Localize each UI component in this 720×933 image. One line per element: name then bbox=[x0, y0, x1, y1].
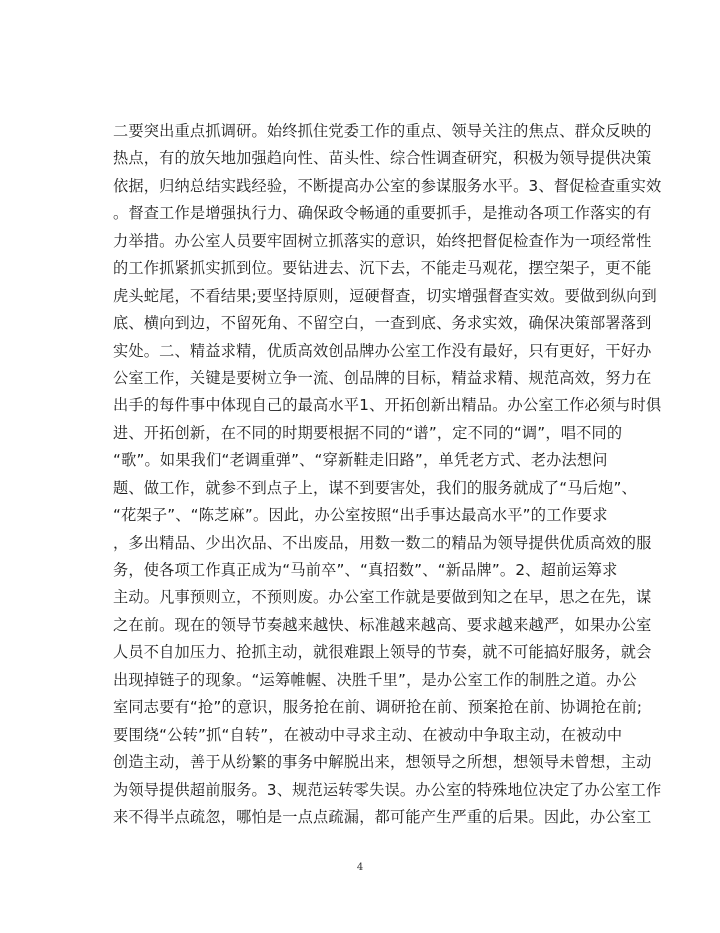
text-line: 进、开拓创新，在不同的时期要根据不同的“谱”，定不同的“调”，唱不同的 bbox=[113, 423, 623, 442]
text-line: 为领导提供超前服务。3、规范运转零失误。办公室的特殊地位决定了办公室工作 bbox=[113, 780, 662, 799]
text-line: ，多出精品、少出次品、不出废品，用数一数二的精品为领导提供优质高效的服 bbox=[113, 533, 652, 552]
text-line: 实处。二、精益求精，优质高效创品牌办公室工作没有最好，只有更好，干好办 bbox=[113, 341, 652, 360]
text-line: 公室工作，关键是要树立争一流、创品牌的目标，精益求精、规范高效，努力在 bbox=[113, 368, 652, 387]
text-line: 题、做工作，就参不到点子上，谋不到要害处，我们的服务就成了“马后炮”、 bbox=[113, 478, 637, 497]
text-line: 出手的每件事中体现自己的最高水平1、开拓创新出精品。办公室工作必须与时俱 bbox=[113, 396, 662, 415]
text-line: 主动。凡事预则立，不预则废。办公室工作就是要做到知之在早，思之在先，谋 bbox=[113, 588, 652, 607]
text-line: 来不得半点疏忽，哪怕是一点点疏漏，都可能产生严重的后果。因此，办公室工 bbox=[113, 807, 652, 826]
text-line: 依据，归纳总结实践经验，不断提高办公室的参谋服务水平。3、督促检查重实效 bbox=[113, 176, 662, 195]
page-number: 4 bbox=[356, 862, 364, 873]
text-line: “花架子”、“陈芝麻”。因此，办公室按照“出手事达最高水平”的工作要求 bbox=[113, 506, 608, 525]
text-line: “歌”。如果我们“老调重弹”、“穿新鞋走旧路”，单凭老方式、老办法想问 bbox=[113, 451, 608, 470]
text-line: 出现掉链子的现象。“运筹帷幄、决胜千里”，是办公室工作的制胜之道。办公 bbox=[113, 670, 637, 689]
text-line: 虎头蛇尾，不看结果;要坚持原则，逗硬督查，切实增强督查实效。要做到纵向到 bbox=[113, 286, 657, 305]
text-line: 力举措。办公室人员要牢固树立抓落实的意识，始终把督促检查作为一项经常性 bbox=[113, 231, 652, 250]
text-line: 要围绕“公转”抓“自转”，在被动中寻求主动、在被动中争取主动，在被动中 bbox=[113, 725, 623, 744]
text-line: 室同志要有“抢”的意识，服务抢在前、调研抢在前、预案抢在前、协调抢在前; bbox=[113, 698, 643, 717]
text-line: 底、横向到边，不留死角、不留空白，一查到底、务求实效，确保决策部署落到 bbox=[113, 314, 652, 333]
text-line: 之在前。现在的领导节奏越来越快、标准越来越高、要求越来越严，如果办公室 bbox=[113, 615, 652, 634]
text-line: 。督查工作是增强执行力、确保政令畅通的重要抓手，是推动各项工作落实的有 bbox=[113, 204, 652, 223]
text-line: 二要突出重点抓调研。始终抓住党委工作的重点、领导关注的焦点、群众反映的 bbox=[113, 122, 652, 140]
text-line: 人员不自加压力、抢抓主动，就很难跟上领导的节奏，就不可能搞好服务，就会 bbox=[113, 643, 652, 662]
body-text bbox=[113, 118, 662, 831]
text-line: 创造主动，善于从纷繁的事务中解脱出来，想领导之所想，想领导未曾想，主动 bbox=[113, 753, 652, 772]
text-line: 热点，有的放矢地加强趋向性、苗头性、综合性调查研究，积极为领导提供决策 bbox=[113, 149, 652, 168]
text-line: 务，使各项工作真正成为“马前卒”、“真招数”、“新品牌”。2、超前运筹求 bbox=[113, 561, 618, 579]
text-line: 的工作抓紧抓实抓到位。要钻进去、沉下去，不能走马观花，摆空架子，更不能 bbox=[113, 259, 652, 278]
